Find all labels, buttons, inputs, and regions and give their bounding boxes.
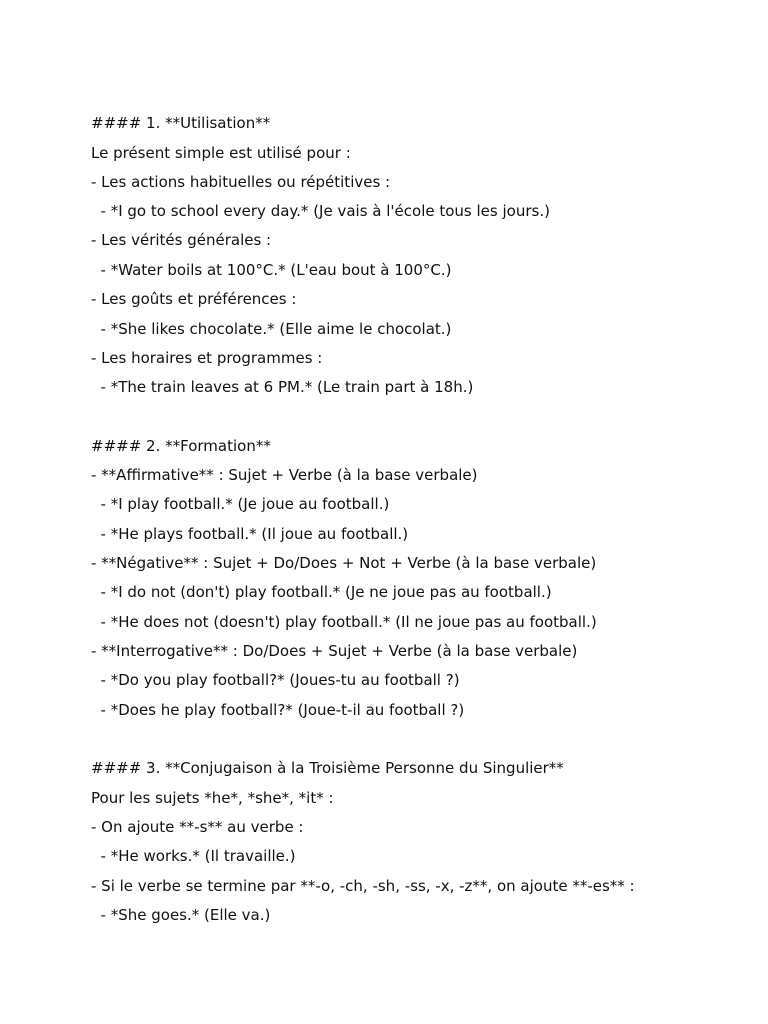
list-subitem: - *She likes chocolate.* (Elle aime le chocolat.): [91, 320, 452, 338]
list-item: - **Négative** : Sujet + Do/Does + Not + Verbe (à la base verbale): [91, 554, 597, 572]
section-heading-utilisation: #### 1. **Utilisation**: [91, 114, 271, 132]
section-heading-formation: #### 2. **Formation**: [91, 437, 271, 455]
text-line: Le présent simple est utilisé pour :: [91, 144, 351, 162]
list-subitem: - *I play football.* (Je joue au football.): [91, 495, 390, 513]
list-item: - Si le verbe se termine par **-o, -ch, -sh, -ss, -x, -z**, on ajoute **-es** :: [91, 877, 635, 895]
list-subitem: - *He works.* (Il travaille.): [91, 847, 296, 865]
list-item: - **Interrogative** : Do/Does + Sujet + Verbe (à la base verbale): [91, 642, 578, 660]
list-item: - On ajoute **-s** au verbe :: [91, 818, 304, 836]
list-subitem: - *He plays football.* (Il joue au football.): [91, 525, 409, 543]
list-subitem: - *Does he play football?* (Joue-t-il au football ?): [91, 701, 465, 719]
list-item: - Les goûts et préférences :: [91, 290, 297, 308]
list-subitem: - *Do you play football?* (Joues-tu au football ?): [91, 671, 460, 689]
list-subitem: - *The train leaves at 6 PM.* (Le train part à 18h.): [91, 378, 474, 396]
list-subitem: - *I go to school every day.* (Je vais à l'école tous les jours.): [91, 202, 550, 220]
text-line: Pour les sujets *he*, *she*, *it* :: [91, 789, 334, 807]
list-subitem: - *He does not (doesn't) play football.* (Il ne joue pas au football.): [91, 613, 597, 631]
list-item: - **Affirmative** : Sujet + Verbe (à la base verbale): [91, 466, 478, 484]
list-subitem: - *She goes.* (Elle va.): [91, 906, 271, 924]
list-subitem: - *Water boils at 100°C.* (L'eau bout à 100°C.): [91, 261, 452, 279]
list-item: - Les vérités générales :: [91, 231, 272, 249]
section-heading-conjugaison: #### 3. **Conjugaison à la Troisième Personne du Singulier**: [91, 759, 564, 777]
list-item: - Les horaires et programmes :: [91, 349, 323, 367]
list-item: - Les actions habituelles ou répétitives :: [91, 173, 391, 191]
list-subitem: - *I do not (don't) play football.* (Je ne joue pas au football.): [91, 583, 552, 601]
